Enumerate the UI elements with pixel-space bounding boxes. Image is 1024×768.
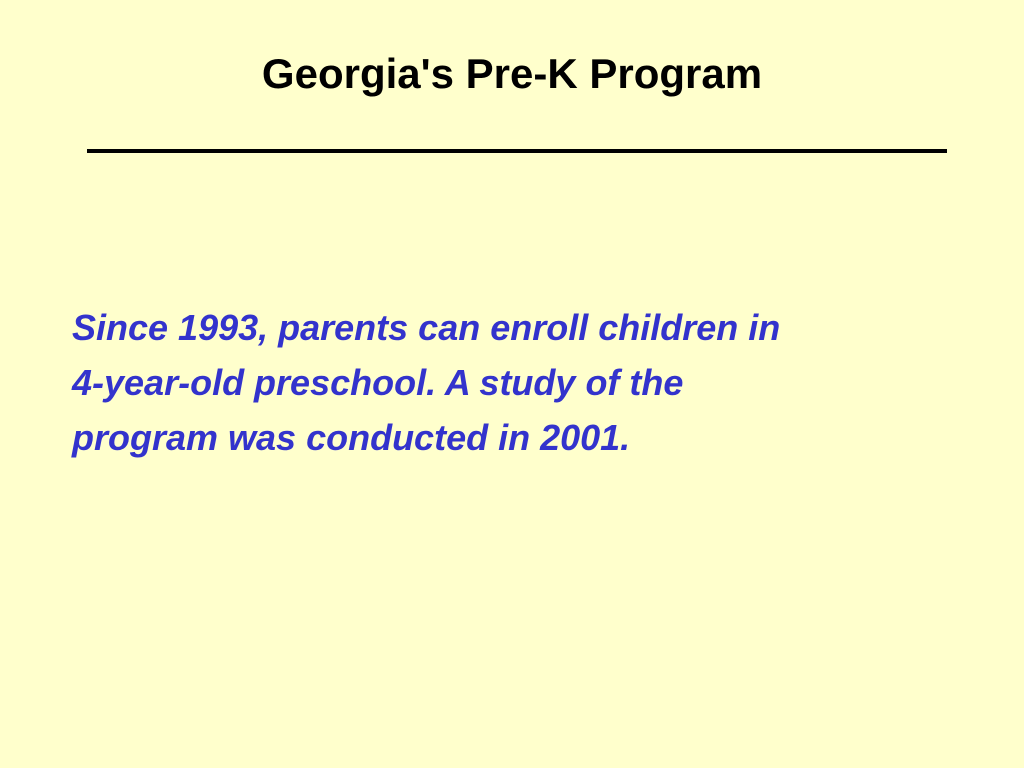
body-line: Since 1993, parents can enroll children in	[72, 307, 781, 348]
body-line: 4-year-old preschool. A study of the	[72, 362, 684, 403]
body-line: program was conducted in 2001.	[72, 417, 631, 458]
slide-body	[72, 300, 992, 465]
title-underline-rule	[87, 149, 947, 153]
slide-title: Georgia's Pre-K Program	[261, 50, 763, 97]
